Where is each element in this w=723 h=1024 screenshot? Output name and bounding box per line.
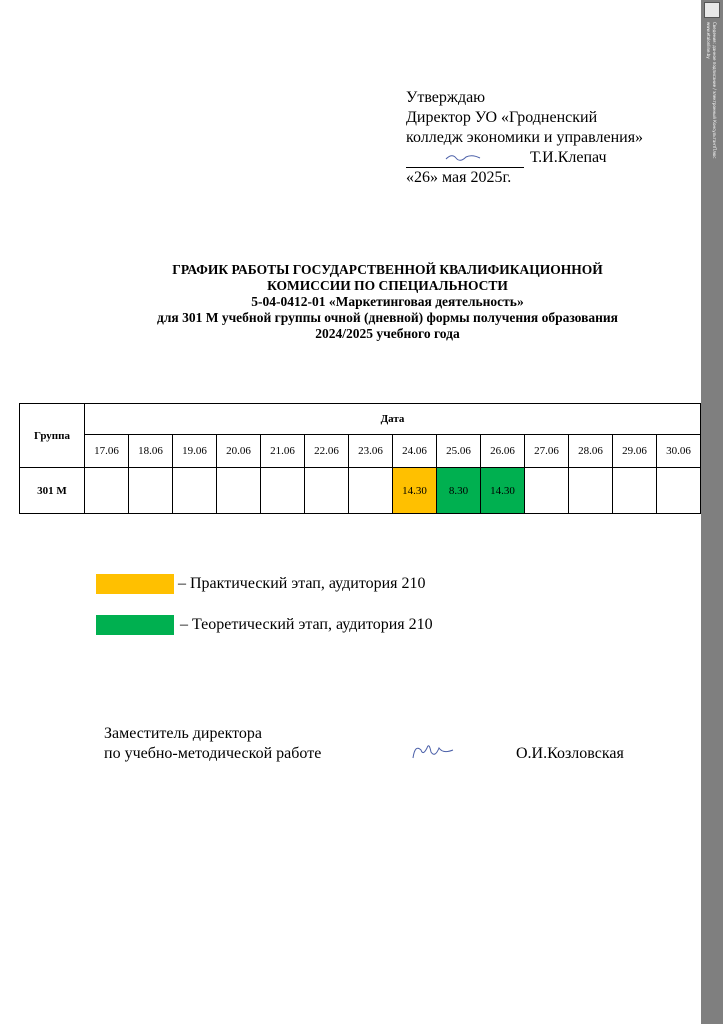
approval-heading: Утверждаю [406,89,486,106]
title-line-5: 2024/2025 учебного года [315,326,460,341]
title-line-1: ГРАФИК РАБОТЫ ГОСУДАРСТВЕННОЙ КВАЛИФИКАЦИОННОЙ [172,262,603,277]
document-title [100,262,675,342]
title-line-4: для 301 М учебной группы очной (дневной) формы получения образования [157,310,618,325]
approval-signer: Т.И.Клепач [530,149,607,166]
schedule-table [19,403,701,514]
practical-session-cell: 14.30 [393,468,437,514]
theoretical-session-cell: 14.30 [481,468,525,514]
legend-practical [96,574,426,594]
footer-signature-block [104,724,624,764]
schedule-cell [657,468,701,514]
theoretical-label: – Теоретический этап, аудитория 210 [180,616,433,633]
date-cell: 17.06 [85,435,129,468]
date-header: Дата [85,404,701,435]
sidebar-text [705,22,717,158]
group-header: Группа [20,404,85,468]
footer-position-line-1: Заместитель директора [104,725,263,742]
schedule-cell [305,468,349,514]
date-cell: 18.06 [129,435,173,468]
footer-name: О.И.Козловская [516,745,624,762]
signature-underline [406,149,524,168]
approval-organization: колледж экономики и управления» [406,129,644,146]
sidebar-text-line-2: www.etalonline.by [706,22,711,59]
date-cell: 20.06 [217,435,261,468]
date-cell: 24.06 [393,435,437,468]
schedule-cell [261,468,305,514]
date-cell: 28.06 [569,435,613,468]
sidebar-text-line-1: Сведения: данное подписание / электронный КонсультантПлюс [712,22,717,159]
schedule-cell [129,468,173,514]
approval-position: Директор УО «Гродненский [406,109,598,126]
group-cell: 301 М [20,468,85,514]
date-cell: 19.06 [173,435,217,468]
approval-block [406,88,643,188]
schedule-cell [217,468,261,514]
date-cell: 21.06 [261,435,305,468]
approval-date: «26» мая 2025г. [406,169,512,186]
director-signature-icon [444,151,482,163]
title-line-2: КОМИССИИ ПО СПЕЦИАЛЬНОСТИ [267,278,508,293]
date-cell: 25.06 [437,435,481,468]
schedule-cell [173,468,217,514]
theoretical-session-cell: 8.30 [437,468,481,514]
theoretical-swatch [96,615,174,635]
consultant-logo-icon [704,2,720,18]
deputy-signature-icon [409,738,457,764]
legend-theoretical [96,615,433,635]
date-cell: 22.06 [305,435,349,468]
date-cell: 29.06 [613,435,657,468]
practical-swatch [96,574,174,594]
footer-position-line-2: по учебно-методической работе [104,745,322,762]
title-line-3: 5-04-0412-01 «Маркетинговая деятельность» [251,294,524,309]
dates-row [20,435,701,468]
date-cell: 30.06 [657,435,701,468]
approval-signature-line [406,148,643,168]
table-row [20,468,701,514]
practical-label: – Практический этап, аудитория 210 [178,575,426,592]
sidebar-strip [701,0,723,1024]
date-cell: 27.06 [525,435,569,468]
schedule-cell [85,468,129,514]
schedule-cell [613,468,657,514]
schedule-cell [569,468,613,514]
date-cell: 26.06 [481,435,525,468]
date-cell: 23.06 [349,435,393,468]
schedule-cell [349,468,393,514]
schedule-cell [525,468,569,514]
